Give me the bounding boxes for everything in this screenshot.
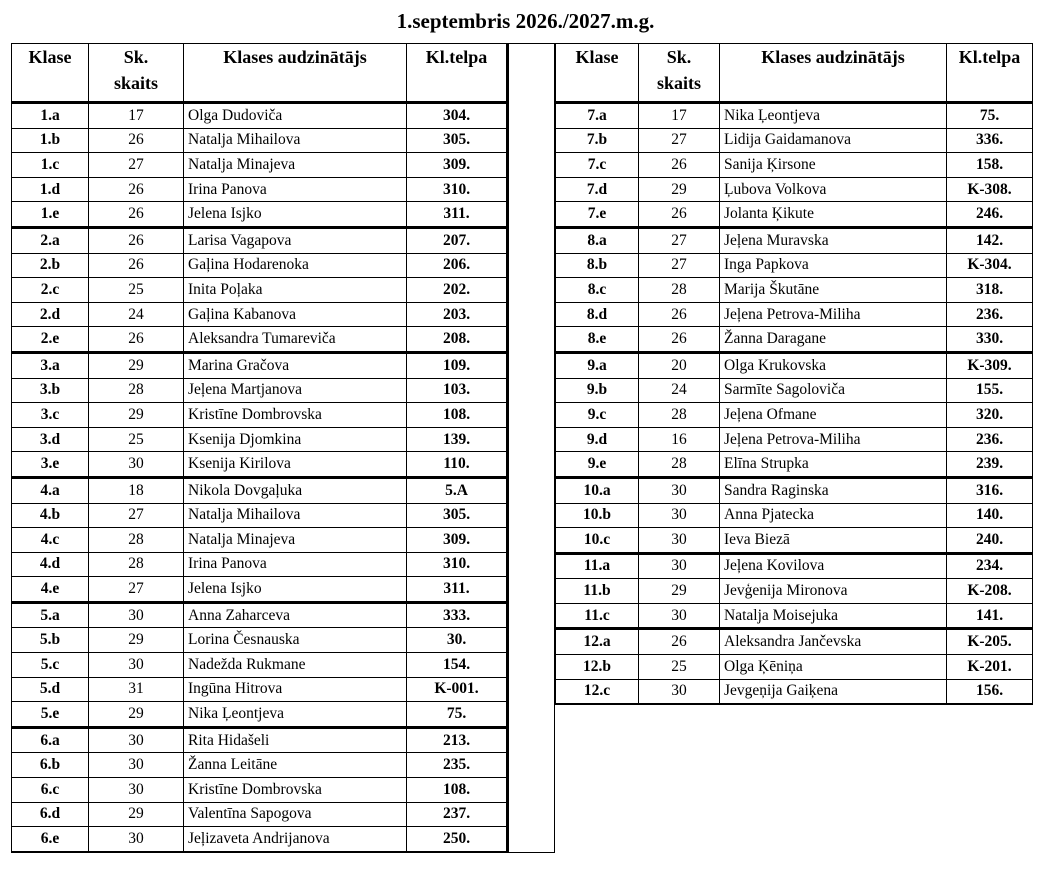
teacher-name-cell: Jeļizaveta Andrijanova xyxy=(184,827,407,852)
class-name-cell: 3.a xyxy=(12,352,89,378)
class-name-cell: 12.c xyxy=(556,679,639,704)
class-name-cell: 12.a xyxy=(556,629,639,655)
room-cell: 320. xyxy=(947,403,1033,428)
student-count-cell: 29 xyxy=(639,579,720,604)
table-row xyxy=(12,103,508,129)
room-cell: K-304. xyxy=(947,253,1033,278)
teacher-name-cell: Aleksandra Tumareviča xyxy=(184,327,407,353)
room-cell: 75. xyxy=(407,702,508,728)
class-name-cell: 3.b xyxy=(12,378,89,403)
room-cell: 239. xyxy=(947,452,1033,478)
room-cell: 140. xyxy=(947,503,1033,528)
table-row xyxy=(556,477,1033,503)
room-cell: 206. xyxy=(407,253,508,278)
class-name-cell: 4.c xyxy=(12,528,89,553)
room-cell: K-308. xyxy=(947,177,1033,202)
class-name-cell: 9.e xyxy=(556,452,639,478)
room-cell: 203. xyxy=(407,302,508,327)
student-count-cell: 26 xyxy=(89,253,184,278)
student-count-cell: 29 xyxy=(89,403,184,428)
teacher-name-cell: Jevgeņija Gaiķena xyxy=(720,679,947,704)
header-teacher: Klases audzinātājs xyxy=(720,44,947,103)
class-table-right xyxy=(555,43,1033,705)
class-name-cell: 4.a xyxy=(12,477,89,503)
table-row xyxy=(12,702,508,728)
room-cell: 208. xyxy=(407,327,508,353)
table-row xyxy=(12,253,508,278)
class-name-cell: 3.d xyxy=(12,427,89,452)
table-row xyxy=(12,352,508,378)
teacher-name-cell: Aleksandra Jančevska xyxy=(720,629,947,655)
table-row xyxy=(12,552,508,577)
class-name-cell: 2.c xyxy=(12,278,89,303)
table-row xyxy=(12,778,508,803)
teacher-name-cell: Jelena Isjko xyxy=(184,202,407,228)
room-cell: 109. xyxy=(407,352,508,378)
room-cell: 236. xyxy=(947,427,1033,452)
class-name-cell: 5.e xyxy=(12,702,89,728)
student-count-cell: 27 xyxy=(639,227,720,253)
student-count-cell: 29 xyxy=(89,702,184,728)
room-cell: K-309. xyxy=(947,352,1033,378)
table-row xyxy=(556,352,1033,378)
table-row xyxy=(12,677,508,702)
teacher-name-cell: Olga Dudoviča xyxy=(184,103,407,129)
table-row xyxy=(556,452,1033,478)
table-row xyxy=(12,653,508,678)
class-name-cell: 8.e xyxy=(556,327,639,353)
class-name-cell: 8.c xyxy=(556,278,639,303)
room-cell: 207. xyxy=(407,227,508,253)
room-cell: 103. xyxy=(407,378,508,403)
teacher-name-cell: Natalja Mihailova xyxy=(184,128,407,153)
teacher-name-cell: Anna Pjatecka xyxy=(720,503,947,528)
student-count-cell: 27 xyxy=(639,128,720,153)
student-count-cell: 26 xyxy=(639,302,720,327)
student-count-cell: 26 xyxy=(89,128,184,153)
student-count-cell: 30 xyxy=(639,503,720,528)
student-count-cell: 28 xyxy=(89,552,184,577)
table-row xyxy=(12,153,508,178)
table-row xyxy=(12,528,508,553)
table-row xyxy=(556,403,1033,428)
header-count-line2: skaits xyxy=(113,73,158,93)
student-count-cell: 26 xyxy=(89,227,184,253)
student-count-cell: 30 xyxy=(639,528,720,554)
teacher-name-cell: Kristīne Dombrovska xyxy=(184,778,407,803)
table-row xyxy=(556,427,1033,452)
table-row xyxy=(12,727,508,753)
class-name-cell: 10.a xyxy=(556,477,639,503)
student-count-cell: 28 xyxy=(639,403,720,428)
class-name-cell: 4.d xyxy=(12,552,89,577)
teacher-name-cell: Marina Gračova xyxy=(184,352,407,378)
class-name-cell: 8.b xyxy=(556,253,639,278)
table-row xyxy=(556,302,1033,327)
room-cell: 305. xyxy=(407,503,508,528)
table-row xyxy=(12,452,508,478)
table-row xyxy=(556,327,1033,353)
table-row xyxy=(556,655,1033,680)
student-count-cell: 26 xyxy=(89,327,184,353)
student-count-cell: 27 xyxy=(639,253,720,278)
table-row xyxy=(556,177,1033,202)
teacher-name-cell: Olga Krukovska xyxy=(720,352,947,378)
table-row xyxy=(556,378,1033,403)
class-name-cell: 9.b xyxy=(556,378,639,403)
table-row xyxy=(556,278,1033,303)
student-count-cell: 30 xyxy=(639,553,720,579)
teacher-name-cell: Jeļena Kovilova xyxy=(720,553,947,579)
class-name-cell: 7.b xyxy=(556,128,639,153)
student-count-cell: 26 xyxy=(89,177,184,202)
table-row xyxy=(556,253,1033,278)
class-name-cell: 7.c xyxy=(556,153,639,178)
class-name-cell: 8.a xyxy=(556,227,639,253)
student-count-cell: 27 xyxy=(89,577,184,603)
teacher-name-cell: Inga Papkova xyxy=(720,253,947,278)
student-count-cell: 18 xyxy=(89,477,184,503)
student-count-cell: 28 xyxy=(89,378,184,403)
student-count-cell: 30 xyxy=(639,477,720,503)
teacher-name-cell: Larisa Vagapova xyxy=(184,227,407,253)
student-count-cell: 30 xyxy=(89,827,184,852)
student-count-cell: 30 xyxy=(639,603,720,629)
student-count-cell: 25 xyxy=(89,278,184,303)
class-name-cell: 1.b xyxy=(12,128,89,153)
room-cell: 234. xyxy=(947,553,1033,579)
blank-filler-column xyxy=(509,43,555,853)
class-name-cell: 6.d xyxy=(12,802,89,827)
teacher-name-cell: Natalja Moisejuka xyxy=(720,603,947,629)
header-count-line1: Sk. xyxy=(666,47,692,67)
table-row xyxy=(12,128,508,153)
student-count-cell: 31 xyxy=(89,677,184,702)
class-name-cell: 10.c xyxy=(556,528,639,554)
class-table-left xyxy=(11,43,509,853)
student-count-cell: 20 xyxy=(639,352,720,378)
teacher-name-cell: Ksenija Kirilova xyxy=(184,452,407,478)
student-count-cell: 30 xyxy=(89,753,184,778)
table-row xyxy=(556,553,1033,579)
header-klase: Klase xyxy=(12,44,89,103)
room-cell: 142. xyxy=(947,227,1033,253)
class-name-cell: 9.a xyxy=(556,352,639,378)
room-cell: 235. xyxy=(407,753,508,778)
teacher-name-cell: Nika Ļeontjeva xyxy=(184,702,407,728)
teacher-name-cell: Sarmīte Sagoloviča xyxy=(720,378,947,403)
class-name-cell: 1.c xyxy=(12,153,89,178)
class-name-cell: 3.c xyxy=(12,403,89,428)
student-count-cell: 16 xyxy=(639,427,720,452)
room-cell: 202. xyxy=(407,278,508,303)
teacher-name-cell: Marija Škutāne xyxy=(720,278,947,303)
room-cell: 240. xyxy=(947,528,1033,554)
header-room: Kl.telpa xyxy=(947,44,1033,103)
class-name-cell: 11.b xyxy=(556,579,639,604)
class-name-cell: 2.e xyxy=(12,327,89,353)
student-count-cell: 25 xyxy=(639,655,720,680)
teacher-name-cell: Žanna Leitāne xyxy=(184,753,407,778)
room-cell: K-201. xyxy=(947,655,1033,680)
table-row xyxy=(12,427,508,452)
student-count-cell: 26 xyxy=(89,202,184,228)
class-name-cell: 5.c xyxy=(12,653,89,678)
student-count-cell: 30 xyxy=(89,602,184,628)
student-count-cell: 27 xyxy=(89,153,184,178)
room-cell: 108. xyxy=(407,403,508,428)
table-row xyxy=(556,503,1033,528)
room-cell: 154. xyxy=(407,653,508,678)
header-klase: Klase xyxy=(556,44,639,103)
class-name-cell: 8.d xyxy=(556,302,639,327)
room-cell: 250. xyxy=(407,827,508,852)
student-count-cell: 26 xyxy=(639,629,720,655)
class-name-cell: 6.a xyxy=(12,727,89,753)
student-count-cell: 29 xyxy=(639,177,720,202)
class-name-cell: 7.d xyxy=(556,177,639,202)
table-row xyxy=(556,679,1033,704)
class-name-cell: 5.d xyxy=(12,677,89,702)
student-count-cell: 26 xyxy=(639,153,720,178)
teacher-name-cell: Kristīne Dombrovska xyxy=(184,403,407,428)
room-cell: 304. xyxy=(407,103,508,129)
teacher-name-cell: Anna Zaharceva xyxy=(184,602,407,628)
page-title: 1.septembris 2026./2027.m.g. xyxy=(396,9,655,33)
table-row xyxy=(12,403,508,428)
room-cell: 309. xyxy=(407,528,508,553)
room-cell: 318. xyxy=(947,278,1033,303)
table-row xyxy=(12,202,508,228)
student-count-cell: 29 xyxy=(89,628,184,653)
room-cell: 310. xyxy=(407,177,508,202)
class-name-cell: 1.a xyxy=(12,103,89,129)
teacher-name-cell: Jelena Isjko xyxy=(184,577,407,603)
table-row xyxy=(556,153,1033,178)
teacher-name-cell: Jeļena Petrova-Miliha xyxy=(720,427,947,452)
teacher-name-cell: Inita Poļaka xyxy=(184,278,407,303)
room-cell: 75. xyxy=(947,103,1033,129)
student-count-cell: 24 xyxy=(639,378,720,403)
room-cell: 311. xyxy=(407,577,508,603)
student-count-cell: 24 xyxy=(89,302,184,327)
teacher-name-cell: Natalja Minajeva xyxy=(184,153,407,178)
room-cell: 158. xyxy=(947,153,1033,178)
table-row xyxy=(12,802,508,827)
class-name-cell: 9.c xyxy=(556,403,639,428)
room-cell: 139. xyxy=(407,427,508,452)
room-cell: 246. xyxy=(947,202,1033,228)
room-cell: 5.A xyxy=(407,477,508,503)
table-row xyxy=(12,577,508,603)
class-name-cell: 6.e xyxy=(12,827,89,852)
student-count-cell: 28 xyxy=(89,528,184,553)
student-count-cell: 27 xyxy=(89,503,184,528)
header-row xyxy=(556,44,1033,103)
room-cell: 108. xyxy=(407,778,508,803)
teacher-name-cell: Irina Panova xyxy=(184,552,407,577)
student-count-cell: 30 xyxy=(89,452,184,478)
teacher-name-cell: Ksenija Djomkina xyxy=(184,427,407,452)
student-count-cell: 28 xyxy=(639,452,720,478)
table-row xyxy=(556,227,1033,253)
room-cell: 305. xyxy=(407,128,508,153)
table-row xyxy=(556,579,1033,604)
class-name-cell: 6.b xyxy=(12,753,89,778)
teacher-name-cell: Nadežda Rukmane xyxy=(184,653,407,678)
class-name-cell: 4.b xyxy=(12,503,89,528)
student-count-cell: 29 xyxy=(89,352,184,378)
table-row xyxy=(12,503,508,528)
teacher-name-cell: Irina Panova xyxy=(184,177,407,202)
student-count-cell: 30 xyxy=(89,653,184,678)
teacher-name-cell: Elīna Strupka xyxy=(720,452,947,478)
room-cell: 309. xyxy=(407,153,508,178)
teacher-name-cell: Jevģenija Mironova xyxy=(720,579,947,604)
room-cell: K-208. xyxy=(947,579,1033,604)
class-name-cell: 11.a xyxy=(556,553,639,579)
teacher-name-cell: Sanija Ķirsone xyxy=(720,153,947,178)
header-row xyxy=(12,44,508,103)
table-row xyxy=(556,202,1033,228)
teacher-name-cell: Valentīna Sapogova xyxy=(184,802,407,827)
table-row xyxy=(12,177,508,202)
teacher-name-cell: Lidija Gaidamanova xyxy=(720,128,947,153)
room-cell: 213. xyxy=(407,727,508,753)
room-cell: 156. xyxy=(947,679,1033,704)
student-count-cell: 30 xyxy=(639,679,720,704)
table-row xyxy=(556,629,1033,655)
room-cell: 311. xyxy=(407,202,508,228)
teacher-name-cell: Lorina Česnauska xyxy=(184,628,407,653)
table-row xyxy=(556,528,1033,554)
teacher-name-cell: Ingūna Hitrova xyxy=(184,677,407,702)
teacher-name-cell: Ļubova Volkova xyxy=(720,177,947,202)
header-teacher: Klases audzinātājs xyxy=(184,44,407,103)
room-cell: 316. xyxy=(947,477,1033,503)
student-count-cell: 17 xyxy=(89,103,184,129)
room-cell: K-205. xyxy=(947,629,1033,655)
room-cell: 310. xyxy=(407,552,508,577)
class-name-cell: 10.b xyxy=(556,503,639,528)
student-count-cell: 25 xyxy=(89,427,184,452)
table-row xyxy=(12,477,508,503)
table-row xyxy=(556,603,1033,629)
teacher-name-cell: Jeļena Ofmane xyxy=(720,403,947,428)
header-count-line1: Sk. xyxy=(123,47,149,67)
class-name-cell: 3.e xyxy=(12,452,89,478)
room-cell: 141. xyxy=(947,603,1033,629)
teacher-name-cell: Nikola Dovgaļuka xyxy=(184,477,407,503)
room-cell: 236. xyxy=(947,302,1033,327)
teacher-name-cell: Jeļena Petrova-Miliha xyxy=(720,302,947,327)
class-name-cell: 2.b xyxy=(12,253,89,278)
class-name-cell: 12.b xyxy=(556,655,639,680)
table-row xyxy=(12,302,508,327)
class-name-cell: 9.d xyxy=(556,427,639,452)
table-row xyxy=(12,227,508,253)
teacher-name-cell: Jolanta Ķikute xyxy=(720,202,947,228)
class-name-cell: 1.d xyxy=(12,177,89,202)
table-row xyxy=(556,128,1033,153)
class-name-cell: 11.c xyxy=(556,603,639,629)
teacher-name-cell: Sandra Raginska xyxy=(720,477,947,503)
teacher-name-cell: Rita Hidašeli xyxy=(184,727,407,753)
teacher-name-cell: Gaļina Hodarenoka xyxy=(184,253,407,278)
header-count xyxy=(639,44,720,103)
teacher-name-cell: Žanna Daragane xyxy=(720,327,947,353)
class-name-cell: 2.d xyxy=(12,302,89,327)
class-name-cell: 4.e xyxy=(12,577,89,603)
table-row xyxy=(12,278,508,303)
teacher-name-cell: Ieva Biezā xyxy=(720,528,947,554)
teacher-name-cell: Jeļena Martjanova xyxy=(184,378,407,403)
table-row xyxy=(12,753,508,778)
class-name-cell: 5.a xyxy=(12,602,89,628)
table-row xyxy=(12,827,508,852)
student-count-cell: 30 xyxy=(89,727,184,753)
class-name-cell: 1.e xyxy=(12,202,89,228)
table-row xyxy=(556,103,1033,129)
class-name-cell: 2.a xyxy=(12,227,89,253)
header-room: Kl.telpa xyxy=(407,44,508,103)
teacher-name-cell: Gaļina Kabanova xyxy=(184,302,407,327)
teacher-name-cell: Olga Ķēniņa xyxy=(720,655,947,680)
room-cell: 155. xyxy=(947,378,1033,403)
teacher-name-cell: Natalja Minajeva xyxy=(184,528,407,553)
header-count xyxy=(89,44,184,103)
student-count-cell: 29 xyxy=(89,802,184,827)
student-count-cell: 28 xyxy=(639,278,720,303)
teacher-name-cell: Jeļena Muravska xyxy=(720,227,947,253)
student-count-cell: 26 xyxy=(639,202,720,228)
class-name-cell: 5.b xyxy=(12,628,89,653)
room-cell: 110. xyxy=(407,452,508,478)
room-cell: 333. xyxy=(407,602,508,628)
table-row xyxy=(12,327,508,353)
student-count-cell: 26 xyxy=(639,327,720,353)
teacher-name-cell: Natalja Mihailova xyxy=(184,503,407,528)
room-cell: 237. xyxy=(407,802,508,827)
teacher-name-cell: Nika Ļeontjeva xyxy=(720,103,947,129)
room-cell: K-001. xyxy=(407,677,508,702)
class-name-cell: 7.a xyxy=(556,103,639,129)
student-count-cell: 30 xyxy=(89,778,184,803)
table-row xyxy=(12,378,508,403)
room-cell: 330. xyxy=(947,327,1033,353)
class-name-cell: 7.e xyxy=(556,202,639,228)
class-name-cell: 6.c xyxy=(12,778,89,803)
header-count-line2: skaits xyxy=(656,73,701,93)
table-row xyxy=(12,628,508,653)
table-row xyxy=(12,602,508,628)
room-cell: 336. xyxy=(947,128,1033,153)
student-count-cell: 17 xyxy=(639,103,720,129)
room-cell: 30. xyxy=(407,628,508,653)
